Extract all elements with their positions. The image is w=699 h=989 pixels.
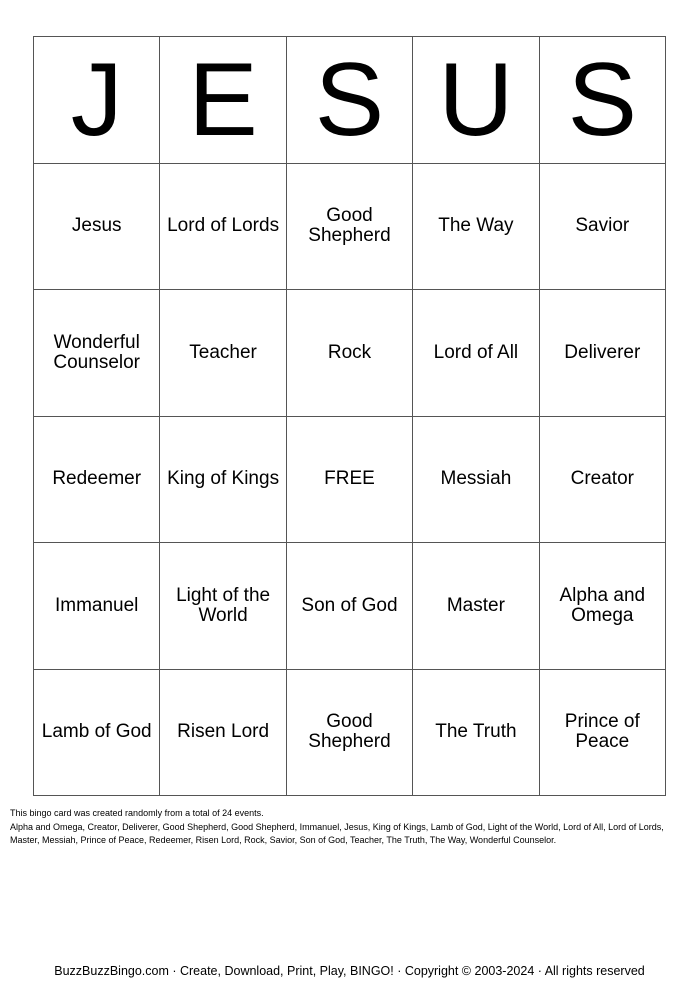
header-letter-e: E [160, 37, 286, 164]
events-list: Alpha and Omega, Creator, Deliverer, Good Shepherd, Good Shepherd, Immanuel, Jesus, King of Kings, Lamb of God, Light of the World, Lord of All, Lord of Lords, Master, Messiah, Prince of Peace, Redeemer, Risen Lord, Rock, Savior, Son of God, Teacher, The Truth, The Way, Wonderful Counselor. [10, 821, 664, 845]
card-notes [10, 807, 690, 848]
bingo-cell: Lord of Lords [160, 164, 286, 291]
bingo-cell: The Way [413, 164, 539, 291]
bingo-cell: Redeemer [34, 417, 160, 544]
header-letter-u: U [413, 37, 539, 164]
bingo-cell: Good Shepherd [287, 164, 413, 291]
bingo-cell: Risen Lord [160, 670, 286, 797]
bingo-cell: Teacher [160, 290, 286, 417]
bingo-cell: Jesus [34, 164, 160, 291]
bingo-cell: Son of God [287, 543, 413, 670]
header-letter-s: S [287, 37, 413, 164]
created-note: This bingo card was created randomly from a total of 24 events. [10, 808, 264, 818]
free-space-cell: FREE [287, 417, 413, 544]
page-footer: BuzzBuzzBingo.com · Create, Download, Print, Play, BINGO! · Copyright © 2003-2024 · All rights reserved [54, 964, 645, 978]
bingo-cell: Lamb of God [34, 670, 160, 797]
bingo-card [33, 36, 666, 796]
bingo-cell: King of Kings [160, 417, 286, 544]
bingo-cell: Alpha and Omega [540, 543, 666, 670]
bingo-cell: Savior [540, 164, 666, 291]
bingo-cell: Messiah [413, 417, 539, 544]
bingo-cell: Wonderful Counselor [34, 290, 160, 417]
bingo-cell: Lord of All [413, 290, 539, 417]
bingo-cell: The Truth [413, 670, 539, 797]
bingo-cell: Prince of Peace [540, 670, 666, 797]
bingo-cell: Immanuel [34, 543, 160, 670]
bingo-cell: Creator [540, 417, 666, 544]
bingo-cell: Deliverer [540, 290, 666, 417]
bingo-cell: Light of the World [160, 543, 286, 670]
bingo-cell: Good Shepherd [287, 670, 413, 797]
header-letter-j: J [34, 37, 160, 164]
header-letter-s-2: S [540, 37, 666, 164]
bingo-cell: Master [413, 543, 539, 670]
bingo-cell: Rock [287, 290, 413, 417]
